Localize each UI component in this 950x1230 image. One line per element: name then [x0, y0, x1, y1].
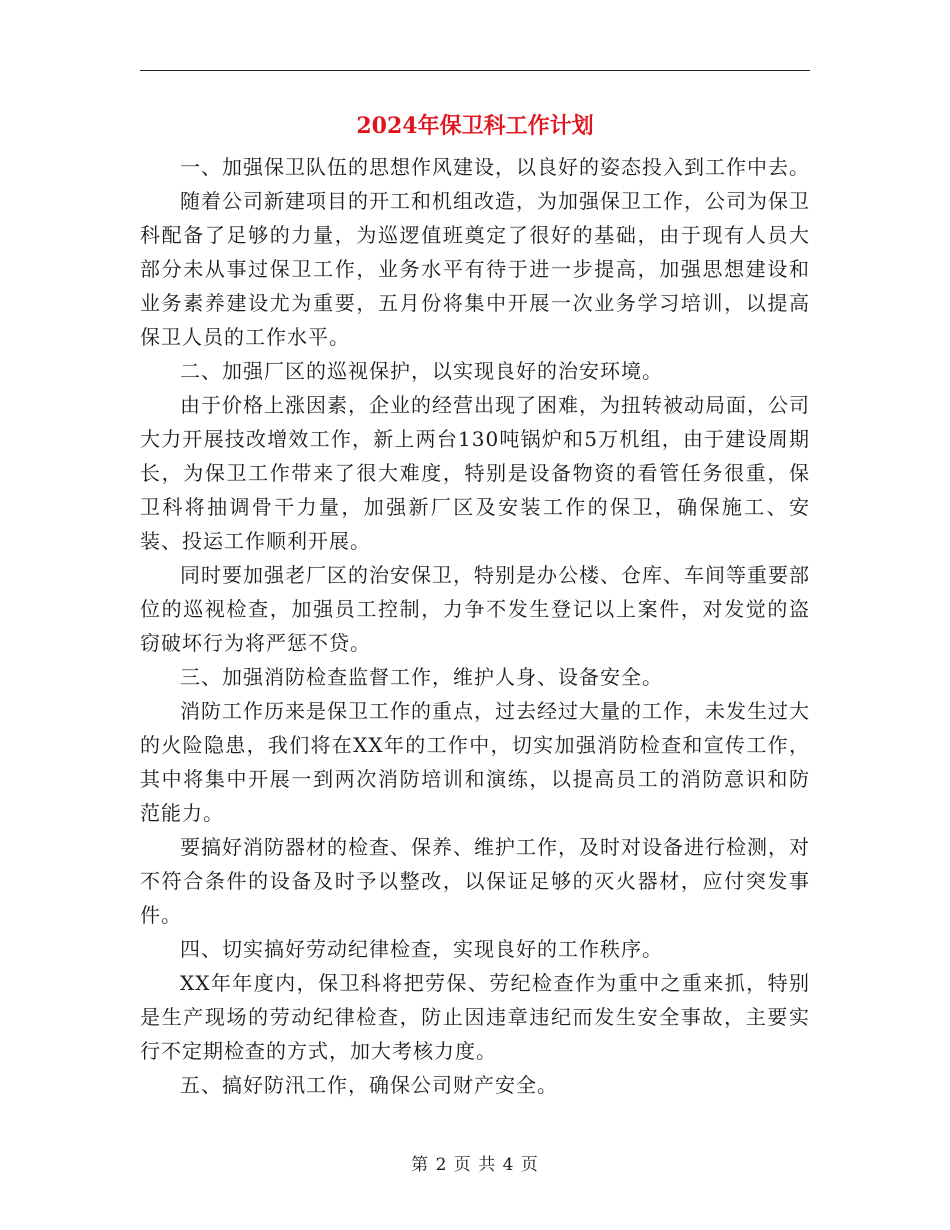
- section-heading-3: 三、加强消防检查监督工作，维护人身、设备安全。: [180, 665, 663, 689]
- paragraph: 同时要加强老厂区的治安保卫，特别是办公楼、仓库、车间等重要部位的巡视检查，加强员工控制，力争不发生登记以上案件，对发觉的盗窃破坏行为将严惩不贷。: [140, 563, 810, 655]
- paragraph: 消防工作历来是保卫工作的重点，过去经过大量的工作，未发生过大的火险隐患，我们将在XX年的工作中，切实加强消防检查和宣传工作，其中将集中开展一到两次消防培训和演练，以提高员工的消防意识和防范能力。: [140, 699, 810, 825]
- document-title: 2024年保卫科工作计划: [356, 113, 594, 139]
- section-heading-5: 五、搞好防汛工作，确保公司财产安全。: [180, 1073, 558, 1097]
- paragraph: XX年年度内，保卫科将把劳保、劳纪检查作为重中之重来抓，特别是生产现场的劳动纪律检查，防止因违章违纪而发生安全事故，主要实行不定期检查的方式，加大考核力度。: [140, 971, 810, 1063]
- page-number: 第 2 页 共 4 页: [411, 1155, 539, 1175]
- paragraph: 随着公司新建项目的开工和机组改造，为加强保卫工作，公司为保卫科配备了足够的力量，为巡逻值班奠定了很好的基础，由于现有人员大部分未从事过保卫工作，业务水平有待于进一步提高，加强思想建设和业务素养建设尤为重要，五月份将集中开展一次业务学习培训，以提高保卫人员的工作水平。: [140, 189, 810, 349]
- document-body: [140, 150, 810, 1102]
- header-rule: [140, 70, 810, 71]
- paragraph: 由于价格上涨因素，企业的经营出现了困难，为扭转被动局面，公司大力开展技改增效工作，新上两台130吨锅炉和5万机组，由于建设周期长，为保卫工作带来了很大难度，特别是设备物资的看管任务很重，保卫科将抽调骨干力量，加强新厂区及安装工作的保卫，确保施工、安装、投运工作顺利开展。: [140, 393, 810, 553]
- section-heading-1: 一、加强保卫队伍的思想作风建设，以良好的姿态投入到工作中去。: [180, 155, 810, 179]
- section-heading-4: 四、切实搞好劳动纪律检查，实现良好的工作秩序。: [180, 937, 663, 961]
- section-heading-2: 二、加强厂区的巡视保护，以实现良好的治安环境。: [180, 359, 663, 383]
- paragraph: 要搞好消防器材的检查、保养、维护工作，及时对设备进行检测，对不符合条件的设备及时予以整改，以保证足够的灭火器材，应付突发事件。: [140, 835, 810, 927]
